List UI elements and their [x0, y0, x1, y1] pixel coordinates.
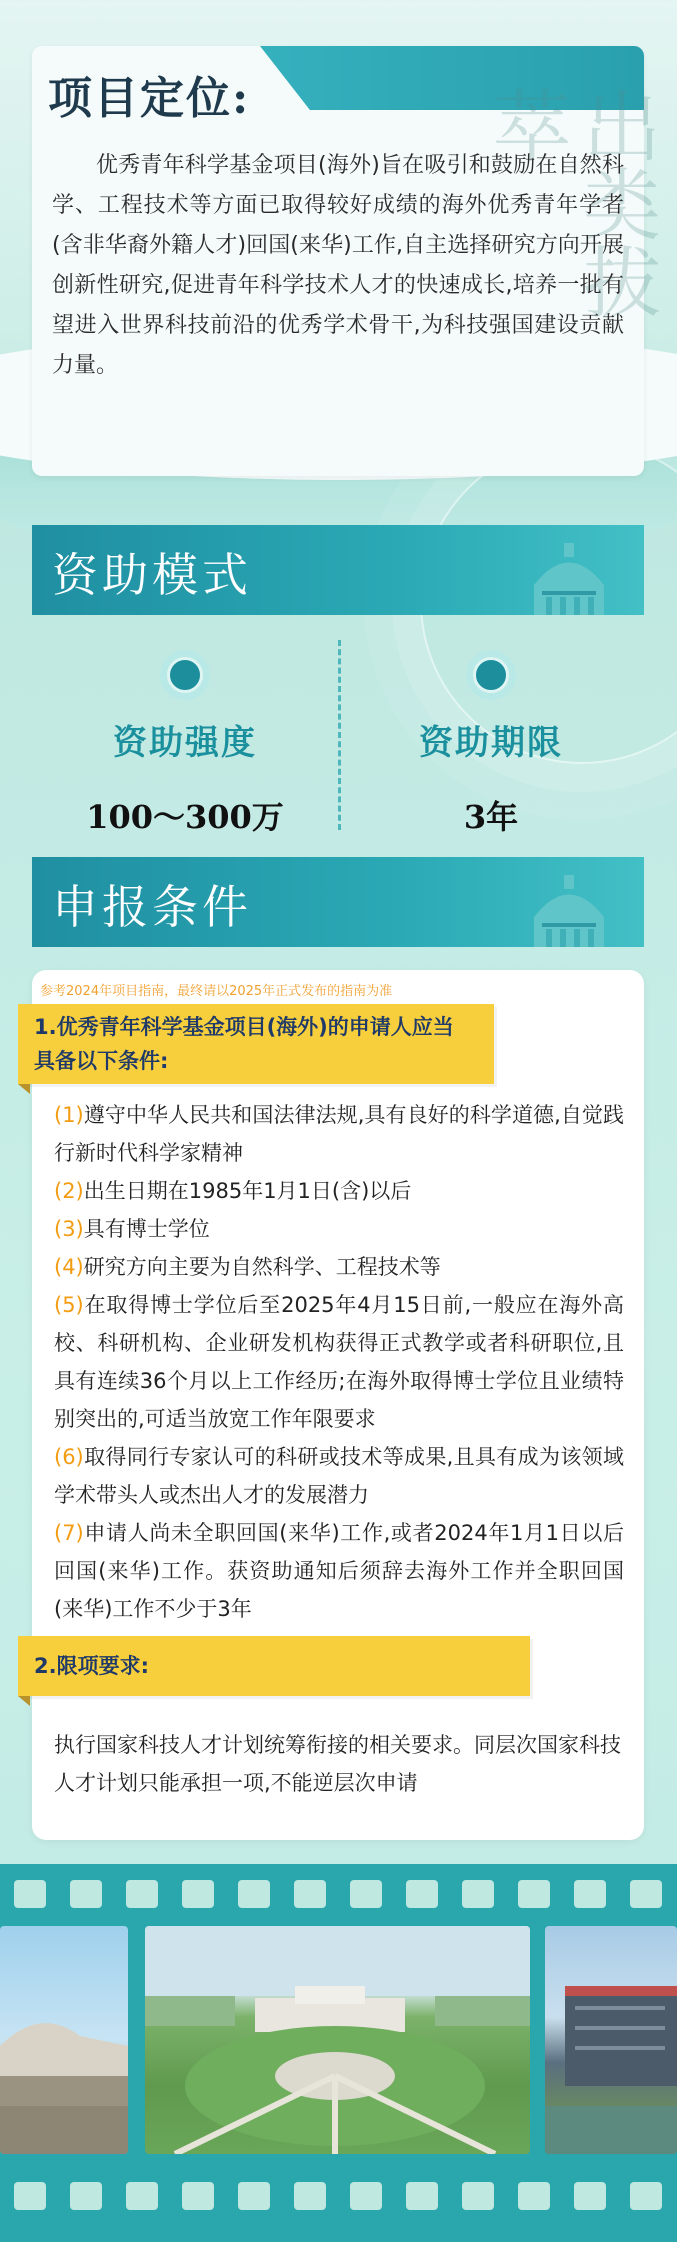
film-hole [70, 2182, 102, 2210]
funding-mode-title: 资助模式 [52, 548, 252, 602]
item-text: 取得同行专家认可的科研或技术等成果,且具有成为该领域学术带头人或杰出人才的发展潜力 [54, 1445, 624, 1507]
list-item [54, 1514, 624, 1628]
film-holes-bottom [0, 2182, 677, 2216]
item-number: (1) [54, 1103, 84, 1127]
film-holes-top [0, 1880, 677, 1914]
item-text: 具有博士学位 [83, 1217, 210, 1241]
item-text: 在取得博士学位后至2025年4月15日前,一般应在海外高校、科研机构、企业研发机构获得正式教学或者科研职位,且具有连续36个月以上工作经历;在海外取得博士学位且业绩特别突出的,可适当放宽工作年限要求 [54, 1293, 624, 1431]
limit-tag: 2.限项要求: [18, 1636, 530, 1696]
positioning-body: 优秀青年科学基金项目(海外)旨在吸引和鼓励在自然科学、工程技术等方面已取得较好成绩的海外优秀青年学者(含非华裔外籍人才)回国(来华)工作,自主选择研究方向开展创新性研究,促进青年科学技术人才的快速成长,培养一批有望进入世界科技前沿的优秀学术骨干,为科技强国建设贡献力量。 [52, 153, 624, 378]
item-number: (5) [54, 1293, 84, 1317]
film-hole [630, 2182, 662, 2210]
film-hole [70, 1880, 102, 1908]
funding-period-value: 3年 [463, 798, 519, 836]
positioning-title: 项目定位: [48, 73, 251, 124]
item-text: 申请人尚未全职回国(来华)工作,或者2024年1月1日以后回国(来华)工作。获资助通知后须辞去海外工作并全职回国(来华)工作不少于3年 [54, 1521, 624, 1621]
requirement-tag: 1.优秀青年科学基金项目(海外)的申请人应当具备以下条件: [18, 1004, 494, 1084]
guideline-note: 参考2024年项目指南，最终请以2025年正式发布的指南为准 [40, 984, 393, 999]
limit-text: 执行国家科技人才计划统筹衔接的相关要求。同层次国家科技人才计划只能承担一项,不能逆层次申请 [54, 1733, 621, 1795]
funding-period [338, 615, 644, 845]
funding-intensity [32, 615, 338, 845]
film-hole [294, 2182, 326, 2210]
film-hole [182, 1880, 214, 1908]
campus-photo-building [545, 1926, 677, 2154]
film-hole [406, 2182, 438, 2210]
dome-building-icon [514, 535, 624, 615]
film-hole [238, 1880, 270, 1908]
film-hole [518, 2182, 550, 2210]
list-item [54, 1210, 624, 1248]
film-hole [350, 2182, 382, 2210]
film-hole [14, 1880, 46, 1908]
item-number: (2) [54, 1179, 84, 1203]
film-hole [350, 1880, 382, 1908]
film-strip [0, 1864, 677, 2242]
list-item [54, 1172, 624, 1210]
item-text: 出生日期在1985年1月1日(含)以后 [83, 1179, 412, 1203]
film-hole [574, 1880, 606, 1908]
item-number: (4) [54, 1255, 84, 1279]
funding-intensity-value: 100～300万 [86, 798, 284, 836]
conditions-list [54, 1096, 624, 1628]
funding-mode-banner [32, 525, 644, 615]
eligibility-banner [32, 857, 644, 947]
campus-photo-aerial [145, 1926, 530, 2154]
item-number: (7) [54, 1521, 84, 1545]
film-hole [14, 2182, 46, 2210]
film-hole [462, 1880, 494, 1908]
tag-fold [18, 1084, 30, 1094]
list-item [54, 1286, 624, 1438]
film-hole [126, 1880, 158, 1908]
film-hole [182, 2182, 214, 2210]
funding-period-label: 资助期限 [419, 723, 563, 763]
tag-fold [18, 1696, 30, 1706]
bullet-dot-icon [473, 657, 509, 693]
list-item [54, 1096, 624, 1172]
item-number: (3) [54, 1217, 84, 1241]
funding-intensity-label: 资助强度 [113, 723, 257, 763]
film-hole [126, 2182, 158, 2210]
film-hole [462, 2182, 494, 2210]
campus-photo-stadium [0, 1926, 128, 2154]
film-hole [406, 1880, 438, 1908]
film-hole [238, 2182, 270, 2210]
film-hole [294, 1880, 326, 1908]
item-text: 研究方向主要为自然科学、工程技术等 [83, 1255, 441, 1279]
dome-building-icon [514, 867, 624, 947]
dashed-divider [338, 640, 341, 830]
film-hole [574, 2182, 606, 2210]
bullet-dot-icon [167, 657, 203, 693]
list-item [54, 1248, 624, 1286]
eligibility-title: 申报条件 [52, 880, 252, 934]
film-hole [518, 1880, 550, 1908]
list-item [54, 1438, 624, 1514]
film-hole [630, 1880, 662, 1908]
calligraphy-watermark: 出类拔萃 [480, 86, 660, 320]
item-text: 遵守中华人民共和国法律法规,具有良好的科学道德,自觉践行新时代科学家精神 [54, 1103, 624, 1165]
item-number: (6) [54, 1445, 84, 1469]
